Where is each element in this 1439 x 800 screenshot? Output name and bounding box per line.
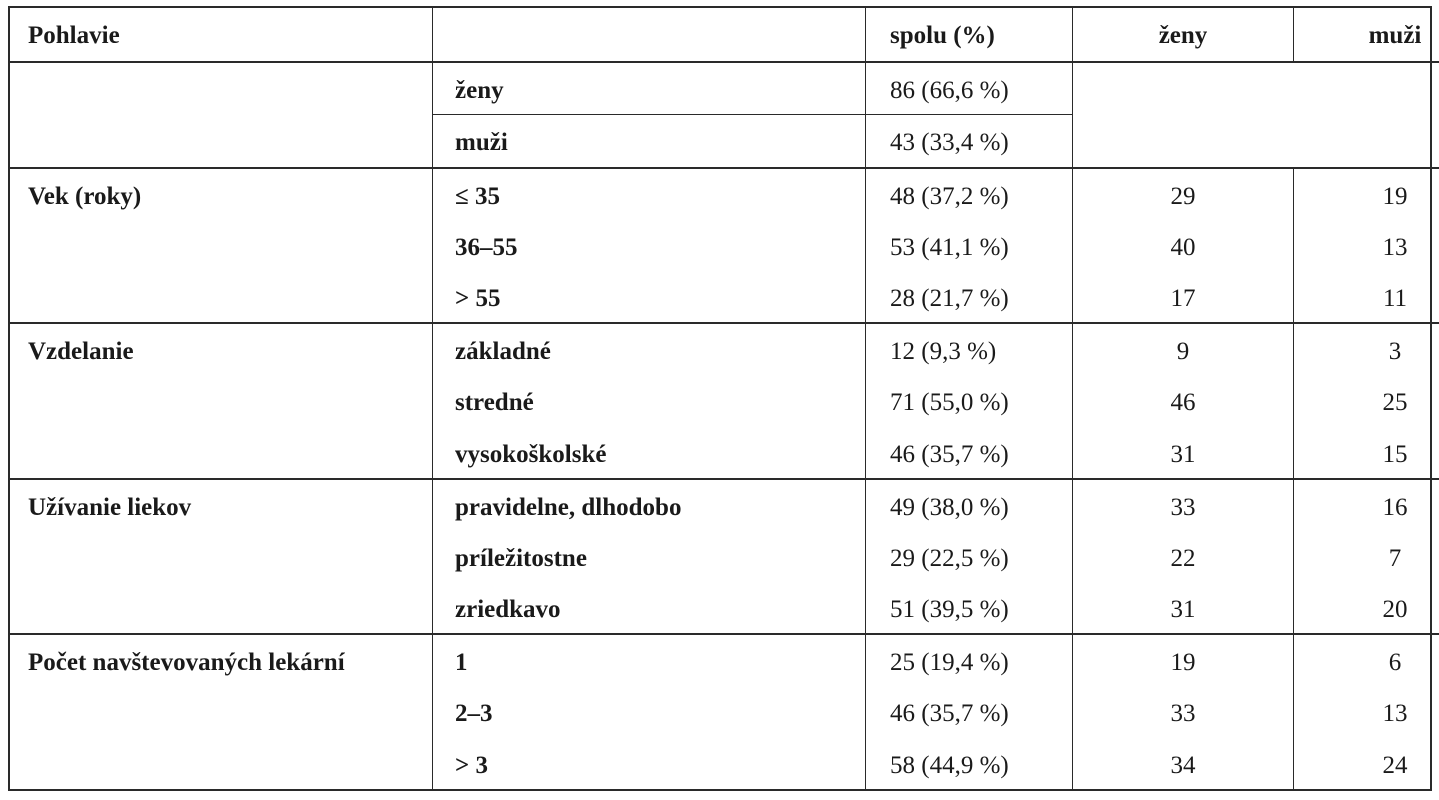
group-label <box>10 62 433 167</box>
row-total: 46 (35,7 %) <box>866 427 1073 479</box>
row-category: ženy <box>433 62 866 115</box>
row-total: 53 (41,1 %) <box>866 220 1073 271</box>
row-total: 43 (33,4 %) <box>866 115 1073 168</box>
row-men: 13 <box>1294 220 1439 271</box>
row-category: muži <box>433 115 866 168</box>
row-category: vysokoškolské <box>433 427 866 479</box>
row-women: 17 <box>1073 271 1294 323</box>
group-label: Počet navštevovaných lekární <box>10 634 433 789</box>
row-women: 9 <box>1073 323 1294 375</box>
row-total: 49 (38,0 %) <box>866 479 1073 531</box>
row-total: 28 (21,7 %) <box>866 271 1073 323</box>
row-total: 12 (9,3 %) <box>866 323 1073 375</box>
row-category: pravidelne, dlhodobo <box>433 479 866 531</box>
table-row <box>10 168 1439 220</box>
row-women: 31 <box>1073 427 1294 479</box>
row-total: 86 (66,6 %) <box>866 62 1073 115</box>
table-row <box>10 634 1439 686</box>
row-women: 29 <box>1073 168 1294 220</box>
table-row <box>10 62 1439 115</box>
row-men: 24 <box>1294 738 1439 789</box>
row-men: 3 <box>1294 323 1439 375</box>
group-label: Vzdelanie <box>10 323 433 479</box>
row-category: > 55 <box>433 271 866 323</box>
row-men: 7 <box>1294 531 1439 582</box>
row-total: 71 (55,0 %) <box>866 375 1073 426</box>
row-category: stredné <box>433 375 866 426</box>
header-category <box>433 8 866 62</box>
row-men: 25 <box>1294 375 1439 426</box>
table-row <box>10 479 1439 531</box>
row-men: 13 <box>1294 686 1439 737</box>
row-category: príležitostne <box>433 531 866 582</box>
row-category: ≤ 35 <box>433 168 866 220</box>
row-women: 40 <box>1073 220 1294 271</box>
row-category: 2–3 <box>433 686 866 737</box>
row-women: 33 <box>1073 686 1294 737</box>
row-category: zriedkavo <box>433 582 866 634</box>
row-category: 36–55 <box>433 220 866 271</box>
demographics-table <box>10 8 1439 789</box>
row-men: 6 <box>1294 634 1439 686</box>
row-men: 19 <box>1294 168 1439 220</box>
row-total: 29 (22,5 %) <box>866 531 1073 582</box>
empty-merged-cell <box>1073 62 1439 167</box>
row-total: 51 (39,5 %) <box>866 582 1073 634</box>
row-women: 31 <box>1073 582 1294 634</box>
row-total: 48 (37,2 %) <box>866 168 1073 220</box>
row-men: 11 <box>1294 271 1439 323</box>
data-table-frame <box>8 6 1432 791</box>
row-women: 34 <box>1073 738 1294 789</box>
row-women: 19 <box>1073 634 1294 686</box>
row-category: základné <box>433 323 866 375</box>
row-total: 25 (19,4 %) <box>866 634 1073 686</box>
table-row <box>10 323 1439 375</box>
header-total: spolu (%) <box>866 8 1073 62</box>
row-men: 20 <box>1294 582 1439 634</box>
row-category: 1 <box>433 634 866 686</box>
group-label: Vek (roky) <box>10 168 433 324</box>
table-header-row <box>10 8 1439 62</box>
row-women: 22 <box>1073 531 1294 582</box>
row-men: 16 <box>1294 479 1439 531</box>
row-women: 33 <box>1073 479 1294 531</box>
row-total: 58 (44,9 %) <box>866 738 1073 789</box>
row-category: > 3 <box>433 738 866 789</box>
header-women: ženy <box>1073 8 1294 62</box>
row-men: 15 <box>1294 427 1439 479</box>
header-pohlavie: Pohlavie <box>10 8 433 62</box>
group-label: Užívanie liekov <box>10 479 433 635</box>
row-total: 46 (35,7 %) <box>866 686 1073 737</box>
header-men: muži <box>1294 8 1439 62</box>
row-women: 46 <box>1073 375 1294 426</box>
